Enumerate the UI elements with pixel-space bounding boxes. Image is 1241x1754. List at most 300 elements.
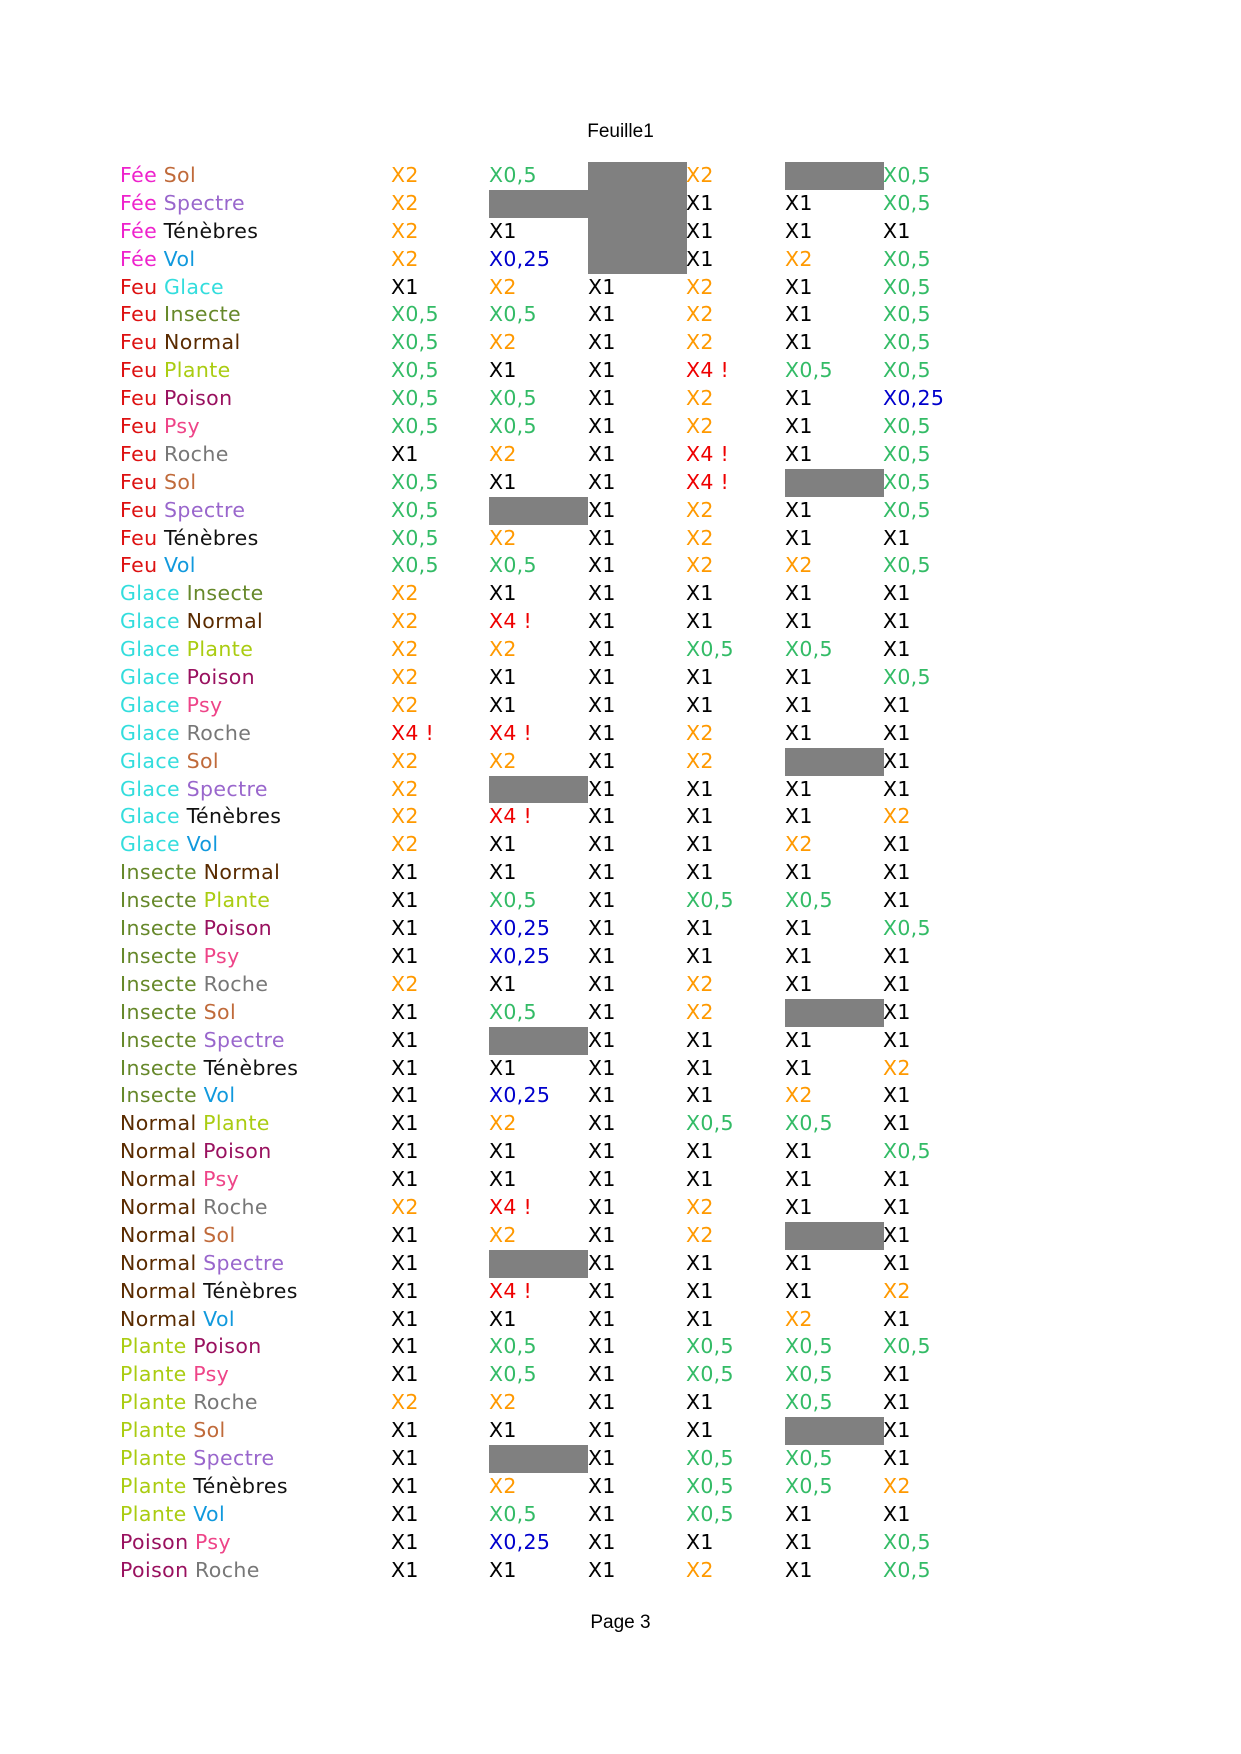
- type-pair-label: [120, 1166, 239, 1194]
- multiplier-cell: X1: [785, 497, 813, 522]
- table-row: [120, 274, 1120, 302]
- table-row: [120, 552, 1120, 580]
- empty-cell: [785, 162, 884, 190]
- multiplier-cell: X2: [883, 1473, 911, 1498]
- primary-type: Fée: [120, 163, 158, 187]
- table-row: [120, 915, 1120, 943]
- multiplier-cell: X2: [391, 804, 419, 829]
- multiplier-cell: X1: [686, 692, 714, 717]
- multiplier-cell: X1: [489, 1306, 517, 1331]
- primary-type: Glace: [120, 581, 181, 606]
- table-row: [120, 831, 1120, 859]
- multiplier-cell: X1: [588, 1501, 616, 1526]
- multiplier-cell: X0,5: [686, 1362, 734, 1387]
- type-pair-label: [120, 1194, 268, 1222]
- multiplier-cell: X0,5: [883, 497, 931, 522]
- multiplier-cell: X0,5: [883, 190, 931, 215]
- multiplier-cell: X1: [391, 1557, 419, 1582]
- multiplier-cell: X1: [391, 1139, 419, 1164]
- empty-cell: [489, 190, 588, 218]
- type-pair-label: [120, 413, 200, 441]
- multiplier-cell: X0,5: [391, 525, 439, 550]
- primary-type: Feu: [120, 441, 158, 466]
- multiplier-cell: X0,5: [883, 916, 931, 941]
- type-pair-label: [120, 218, 258, 246]
- type-pair-label: [120, 748, 219, 776]
- multiplier-cell: X4 !: [686, 358, 730, 383]
- secondary-type: Ténèbres: [164, 525, 259, 550]
- multiplier-cell: X1: [391, 1278, 419, 1303]
- multiplier-cell: X1: [686, 1055, 714, 1080]
- primary-type: Normal: [120, 1139, 197, 1164]
- secondary-type: Plante: [203, 1111, 270, 1136]
- multiplier-cell: X1: [588, 1473, 616, 1498]
- multiplier-cell: X1: [391, 1418, 419, 1443]
- multiplier-cell: X2: [686, 1222, 714, 1247]
- multiplier-cell: X1: [686, 943, 714, 968]
- multiplier-cell: X1: [785, 804, 813, 829]
- secondary-type: Normal: [164, 330, 241, 355]
- multiplier-cell: X1: [883, 943, 911, 968]
- multiplier-cell: X2: [391, 776, 419, 801]
- type-pair-label: [120, 1445, 275, 1473]
- multiplier-cell: X1: [391, 1083, 419, 1108]
- primary-type: Feu: [120, 553, 158, 578]
- multiplier-cell: X1: [785, 1501, 813, 1526]
- multiplier-cell: X0,5: [785, 1445, 833, 1470]
- secondary-type: Ténèbres: [186, 804, 282, 829]
- multiplier-cell: X1: [785, 441, 813, 466]
- primary-type: Plante: [120, 1445, 187, 1470]
- multiplier-cell: X1: [588, 943, 616, 968]
- primary-type: Glace: [120, 609, 181, 634]
- multiplier-cell: X1: [588, 1390, 616, 1415]
- multiplier-cell: X4 !: [391, 720, 435, 745]
- type-pair-label: [120, 1250, 284, 1278]
- type-pair-label: [120, 246, 196, 274]
- type-pair-label: [120, 497, 245, 525]
- multiplier-cell: X1: [686, 1250, 714, 1275]
- multiplier-cell: X2: [391, 163, 419, 187]
- multiplier-cell: X1: [391, 441, 419, 466]
- multiplier-cell: X1: [785, 916, 813, 941]
- primary-type: Glace: [120, 692, 181, 717]
- type-pair-label: [120, 859, 280, 887]
- primary-type: Normal: [120, 1194, 197, 1219]
- multiplier-cell: X1: [883, 1027, 911, 1052]
- multiplier-cell: X1: [686, 218, 714, 243]
- multiplier-cell: X2: [391, 748, 419, 773]
- table-row: [120, 1110, 1120, 1138]
- type-pair-label: [120, 1138, 272, 1166]
- multiplier-cell: X1: [588, 1027, 616, 1052]
- multiplier-cell: X1: [883, 748, 911, 773]
- secondary-type: Psy: [203, 1167, 240, 1192]
- multiplier-cell: X1: [489, 218, 517, 243]
- multiplier-cell: X0,5: [686, 888, 734, 913]
- sheet-title: Feuille1: [587, 121, 654, 142]
- primary-type: Glace: [120, 804, 181, 829]
- type-pair-label: [120, 525, 259, 553]
- primary-type: Feu: [120, 330, 158, 355]
- multiplier-cell: X1: [489, 860, 517, 885]
- multiplier-cell: X0,25: [489, 1083, 551, 1108]
- multiplier-cell: X0,5: [883, 302, 931, 327]
- primary-type: Glace: [120, 665, 181, 690]
- multiplier-cell: X2: [489, 1222, 517, 1247]
- primary-type: Insecte: [120, 860, 198, 885]
- primary-type: Insecte: [120, 971, 198, 996]
- multiplier-cell: X1: [489, 1167, 517, 1192]
- multiplier-cell: X1: [686, 1139, 714, 1164]
- multiplier-cell: X2: [686, 497, 714, 522]
- multiplier-cell: X1: [883, 218, 911, 243]
- multiplier-cell: X1: [785, 274, 813, 299]
- empty-cell: [489, 1445, 588, 1473]
- table-row: [120, 1445, 1120, 1473]
- multiplier-cell: X1: [686, 1390, 714, 1415]
- multiplier-cell: X1: [489, 358, 517, 383]
- multiplier-cell: X1: [785, 1278, 813, 1303]
- multiplier-cell: X1: [391, 1473, 419, 1498]
- primary-type: Feu: [120, 274, 158, 299]
- type-pair-label: [120, 803, 281, 831]
- type-pair-label: [120, 692, 223, 720]
- secondary-type: Plante: [164, 358, 231, 383]
- multiplier-cell: X2: [686, 720, 714, 745]
- secondary-type: Sol: [203, 999, 237, 1024]
- type-pair-label: [120, 1306, 235, 1334]
- multiplier-cell: X1: [686, 1167, 714, 1192]
- multiplier-cell: X1: [785, 1139, 813, 1164]
- table-row: [120, 1055, 1120, 1083]
- multiplier-cell: X1: [588, 1557, 616, 1582]
- primary-type: Feu: [120, 469, 158, 494]
- multiplier-cell: X0,5: [686, 1445, 734, 1470]
- type-pair-label: [120, 1027, 285, 1055]
- multiplier-cell: X0,5: [391, 414, 439, 439]
- primary-type: Glace: [120, 720, 181, 745]
- table-row: [120, 692, 1120, 720]
- multiplier-cell: X1: [883, 1445, 911, 1470]
- secondary-type: Insecte: [164, 302, 242, 327]
- secondary-type: Psy: [195, 1529, 232, 1554]
- primary-type: Feu: [120, 358, 158, 383]
- secondary-type: Spectre: [203, 1027, 285, 1052]
- multiplier-cell: X0,5: [391, 302, 439, 327]
- multiplier-cell: X1: [588, 832, 616, 857]
- multiplier-cell: X1: [489, 692, 517, 717]
- multiplier-cell: X1: [588, 581, 616, 606]
- primary-type: Normal: [120, 1250, 197, 1275]
- table-row: [120, 1138, 1120, 1166]
- multiplier-cell: X2: [391, 665, 419, 690]
- multiplier-cell: X2: [489, 748, 517, 773]
- multiplier-cell: X1: [588, 1418, 616, 1443]
- type-pair-label: [120, 664, 255, 692]
- type-pair-label: [120, 1333, 262, 1361]
- table-row: [120, 1250, 1120, 1278]
- multiplier-cell: X2: [391, 1390, 419, 1415]
- multiplier-cell: X1: [785, 720, 813, 745]
- secondary-type: Spectre: [203, 1250, 285, 1275]
- multiplier-cell: X1: [588, 916, 616, 941]
- empty-cell: [785, 1417, 884, 1445]
- multiplier-cell: X1: [883, 720, 911, 745]
- multiplier-cell: X1: [883, 1418, 911, 1443]
- multiplier-cell: X1: [391, 999, 419, 1024]
- multiplier-cell: X1: [883, 1222, 911, 1247]
- multiplier-cell: X1: [588, 1334, 616, 1359]
- secondary-type: Glace: [164, 274, 225, 299]
- multiplier-cell: X1: [588, 1445, 616, 1470]
- secondary-type: Ténèbres: [193, 1473, 288, 1498]
- multiplier-cell: X0,5: [883, 1334, 931, 1359]
- multiplier-cell: X1: [588, 748, 616, 773]
- table-row: [120, 1166, 1120, 1194]
- primary-type: Glace: [120, 748, 181, 773]
- type-pair-label: [120, 301, 241, 329]
- multiplier-cell: X0,25: [489, 943, 551, 968]
- multiplier-cell: X0,5: [785, 888, 833, 913]
- multiplier-cell: X1: [391, 1306, 419, 1331]
- type-pair-label: [120, 915, 272, 943]
- multiplier-cell: X1: [588, 358, 616, 383]
- multiplier-cell: X2: [686, 274, 714, 299]
- multiplier-cell: X1: [489, 832, 517, 857]
- type-pair-label: [120, 831, 218, 859]
- multiplier-cell: X2: [686, 414, 714, 439]
- multiplier-cell: X1: [588, 804, 616, 829]
- table-row: [120, 887, 1120, 915]
- secondary-type: Vol: [203, 1306, 235, 1331]
- type-pair-label: [120, 274, 224, 302]
- multiplier-cell: X2: [391, 581, 419, 606]
- table-row: [120, 525, 1120, 553]
- multiplier-cell: X1: [785, 1529, 813, 1554]
- type-pair-label: [120, 441, 229, 469]
- multiplier-cell: X0,5: [489, 553, 537, 578]
- multiplier-cell: X1: [588, 553, 616, 578]
- multiplier-cell: X1: [588, 302, 616, 327]
- multiplier-cell: X1: [785, 1055, 813, 1080]
- multiplier-cell: X0,5: [883, 414, 931, 439]
- primary-type: Normal: [120, 1222, 197, 1247]
- multiplier-cell: X1: [489, 971, 517, 996]
- multiplier-cell: X2: [883, 804, 911, 829]
- primary-type: Fée: [120, 218, 158, 243]
- multiplier-cell: X1: [785, 1557, 813, 1582]
- multiplier-cell: X1: [883, 776, 911, 801]
- type-pair-label: [120, 608, 263, 636]
- table-row: [120, 1501, 1120, 1529]
- multiplier-cell: X1: [391, 1501, 419, 1526]
- multiplier-cell: X1: [588, 525, 616, 550]
- primary-type: Insecte: [120, 943, 198, 968]
- multiplier-cell: X2: [785, 1306, 813, 1331]
- type-pair-label: [120, 1055, 298, 1083]
- table-row: [120, 469, 1120, 497]
- multiplier-cell: X2: [686, 330, 714, 355]
- multiplier-cell: X2: [489, 274, 517, 299]
- multiplier-cell: X0,5: [391, 469, 439, 494]
- multiplier-cell: X2: [686, 525, 714, 550]
- type-pair-label: [120, 999, 236, 1027]
- multiplier-cell: X0,5: [391, 497, 439, 522]
- table-row: [120, 1557, 1120, 1585]
- multiplier-cell: X1: [883, 1362, 911, 1387]
- multiplier-cell: X1: [785, 1194, 813, 1219]
- table-row: [120, 190, 1120, 218]
- multiplier-cell: X1: [686, 804, 714, 829]
- multiplier-cell: X0,5: [883, 1139, 931, 1164]
- table-row: [120, 943, 1120, 971]
- primary-type: Fée: [120, 190, 158, 215]
- table-row: [120, 413, 1120, 441]
- primary-type: Normal: [120, 1111, 197, 1136]
- table-row: [120, 1027, 1120, 1055]
- secondary-type: Ténèbres: [163, 218, 259, 243]
- multiplier-cell: X0,5: [489, 1501, 537, 1526]
- multiplier-cell: X1: [686, 665, 714, 690]
- multiplier-cell: X0,5: [686, 1334, 734, 1359]
- multiplier-cell: X0,5: [785, 1111, 833, 1136]
- multiplier-cell: X1: [391, 1445, 419, 1470]
- table-row: [120, 385, 1120, 413]
- type-pair-label: [120, 385, 233, 413]
- multiplier-cell: X1: [588, 692, 616, 717]
- table-row: [120, 1333, 1120, 1361]
- multiplier-cell: X0,5: [489, 888, 537, 913]
- secondary-type: Poison: [203, 1139, 272, 1164]
- multiplier-cell: X1: [785, 1167, 813, 1192]
- multiplier-cell: X1: [785, 218, 813, 243]
- secondary-type: Roche: [195, 1557, 260, 1582]
- secondary-type: Sol: [203, 1222, 236, 1247]
- multiplier-cell: X1: [588, 637, 616, 662]
- multiplier-cell: X1: [391, 1111, 419, 1136]
- multiplier-cell: X0,5: [391, 330, 439, 355]
- multiplier-cell: X1: [489, 469, 517, 494]
- empty-cell: [489, 776, 588, 804]
- multiplier-cell: X2: [489, 1473, 517, 1498]
- type-pair-label: [120, 1557, 260, 1585]
- multiplier-cell: X1: [588, 1167, 616, 1192]
- multiplier-cell: X0,5: [883, 469, 931, 494]
- multiplier-cell: X2: [391, 246, 419, 271]
- table-row: [120, 608, 1120, 636]
- multiplier-cell: X1: [785, 525, 813, 550]
- multiplier-cell: X0,5: [686, 1111, 734, 1136]
- multiplier-cell: X1: [588, 860, 616, 885]
- multiplier-cell: X0,5: [883, 1529, 931, 1554]
- empty-cell: [489, 497, 588, 525]
- type-pair-label: [120, 1082, 235, 1110]
- multiplier-cell: X1: [391, 943, 419, 968]
- type-pair-label: [120, 190, 245, 218]
- multiplier-cell: X0,5: [883, 665, 931, 690]
- secondary-type: Plante: [203, 888, 271, 913]
- multiplier-cell: X2: [391, 637, 419, 662]
- multiplier-cell: X1: [883, 832, 911, 857]
- multiplier-cell: X1: [883, 581, 911, 606]
- type-pair-label: [120, 1361, 229, 1389]
- page-number: Page 3: [590, 1612, 651, 1633]
- multiplier-cell: X0,5: [686, 1501, 734, 1526]
- primary-type: Feu: [120, 386, 158, 411]
- multiplier-cell: X1: [588, 330, 616, 355]
- multiplier-cell: X0,5: [883, 553, 931, 578]
- type-pair-label: [120, 636, 253, 664]
- table-row: [120, 357, 1120, 385]
- multiplier-cell: X0,5: [883, 246, 931, 271]
- multiplier-cell: X1: [588, 1529, 616, 1554]
- empty-cell: [785, 748, 884, 776]
- multiplier-cell: X0,25: [489, 916, 551, 941]
- primary-type: Feu: [120, 525, 158, 550]
- multiplier-cell: X4 !: [686, 441, 730, 466]
- multiplier-cell: X2: [785, 553, 813, 578]
- empty-cell: [588, 246, 687, 274]
- primary-type: Plante: [120, 1390, 187, 1415]
- multiplier-cell: X1: [883, 609, 911, 634]
- multiplier-cell: X1: [883, 971, 911, 996]
- primary-type: Plante: [120, 1418, 187, 1443]
- multiplier-cell: X0,5: [489, 386, 537, 411]
- table-row: [120, 1222, 1120, 1250]
- primary-type: Insecte: [120, 1055, 198, 1080]
- multiplier-cell: X1: [588, 414, 616, 439]
- multiplier-cell: X2: [489, 525, 517, 550]
- table-row: [120, 1417, 1120, 1445]
- multiplier-cell: X2: [686, 1194, 714, 1219]
- multiplier-cell: X1: [785, 190, 813, 215]
- secondary-type: Vol: [203, 1083, 236, 1108]
- secondary-type: Roche: [193, 1390, 258, 1415]
- multiplier-cell: X0,5: [489, 163, 537, 187]
- type-pair-label: [120, 357, 231, 385]
- multiplier-cell: X2: [686, 999, 714, 1024]
- primary-type: Poison: [120, 1557, 189, 1582]
- multiplier-cell: X1: [391, 1250, 419, 1275]
- multiplier-cell: X1: [588, 497, 616, 522]
- multiplier-cell: X2: [883, 1278, 911, 1303]
- secondary-type: Sol: [186, 748, 220, 773]
- multiplier-cell: X0,5: [785, 1334, 833, 1359]
- primary-type: Feu: [120, 414, 158, 439]
- empty-cell: [785, 999, 884, 1027]
- type-pair-label: [120, 329, 241, 357]
- multiplier-cell: X0,5: [686, 1473, 734, 1498]
- multiplier-cell: X1: [883, 1250, 911, 1275]
- multiplier-cell: X1: [883, 637, 911, 662]
- multiplier-cell: X0,25: [883, 386, 945, 411]
- multiplier-cell: X2: [883, 1055, 911, 1080]
- primary-type: Feu: [120, 302, 158, 327]
- multiplier-cell: X1: [686, 860, 714, 885]
- secondary-type: Psy: [203, 943, 240, 968]
- multiplier-cell: X1: [391, 916, 419, 941]
- primary-type: Glace: [120, 637, 181, 662]
- secondary-type: Vol: [163, 246, 196, 271]
- primary-type: Plante: [120, 1473, 187, 1498]
- primary-type: Poison: [120, 1529, 189, 1554]
- multiplier-cell: X1: [686, 246, 714, 271]
- multiplier-cell: X1: [391, 1027, 419, 1052]
- multiplier-cell: X1: [686, 916, 714, 941]
- multiplier-cell: X2: [489, 1111, 517, 1136]
- table-row: [120, 301, 1120, 329]
